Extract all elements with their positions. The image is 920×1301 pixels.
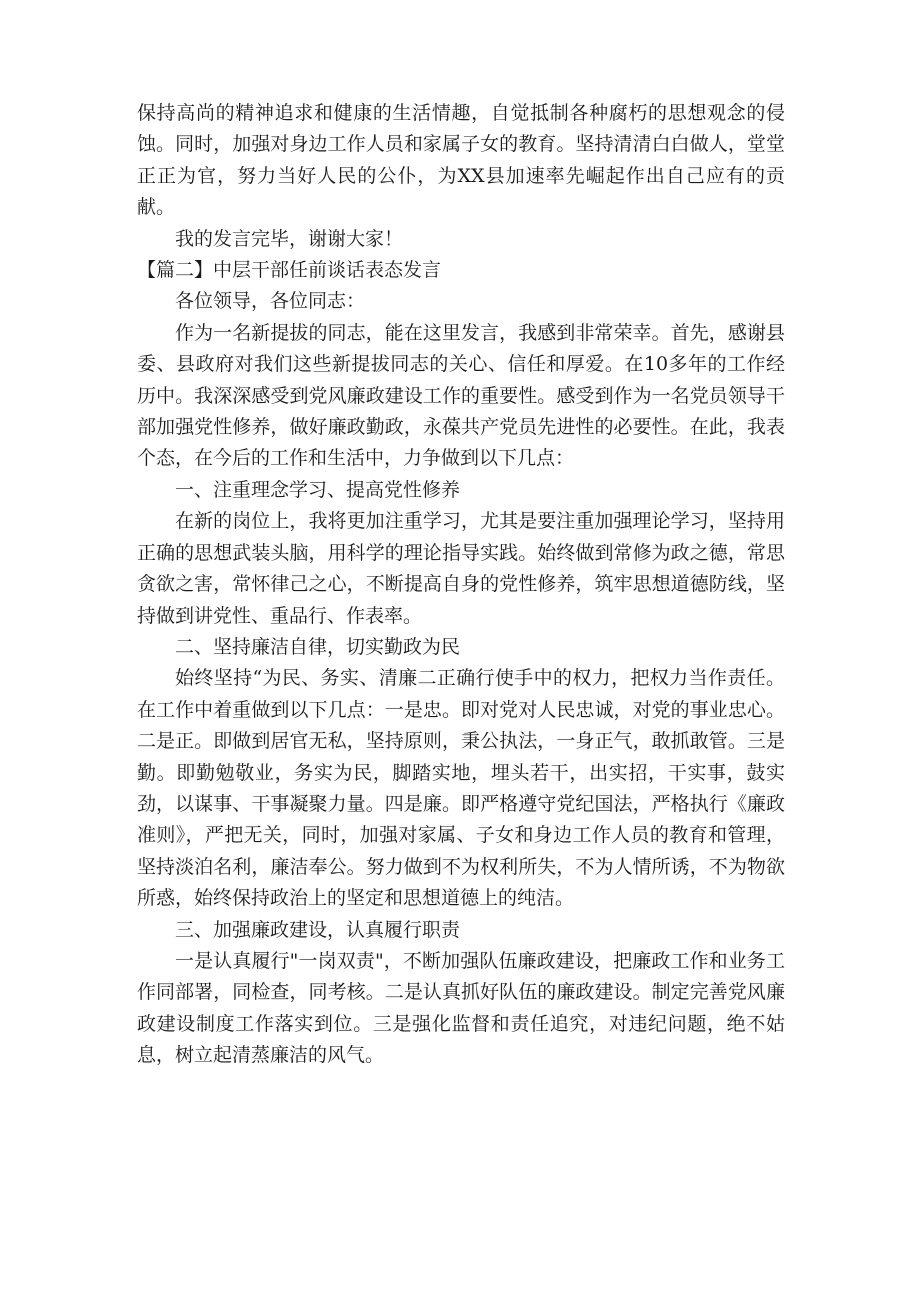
- subheading-1: 一、注重理念学习、提高党性修养: [175, 478, 461, 501]
- paragraph-duties: 一是认真履行"一岗双责"，不断加强队伍廉政建设，把廉政工作和业务工作同部署，同检查，同考核。二是认真抓好队伍的廉政建设。制定完善党风廉政建设制度工作落实到位。三是强化监督和责任追究，对违纪问题，绝不姑息，树立起清蒸廉洁的风气。: [137, 949, 785, 1067]
- document-page: [137, 98, 785, 1072]
- paragraph-continuation: 保持高尚的精神追求和健康的生活情趣，自觉抵制各种腐朽的思想观念的侵蚀。同时，加强对身边工作人员和家属子女的教育。坚持清清白白做人，堂堂正正为官，努力当好人民的公仆，为XX县加速率先崛起作出自己应有的贡献。: [137, 102, 785, 219]
- salutation: 各位领导，各位同志：: [175, 290, 366, 313]
- paragraph-intro: 作为一名新提拔的同志，能在这里发言，我感到非常荣幸。首先，感谢县委、县政府对我们这些新提拔同志的关心、信任和厚爱。在10多年的工作经历中。我深深感受到党风廉政建设工作的重要性。感受到作为一名党员领导干部加强党性修养，做好廉政勤政，永葆共产党员先进性的必要性。在此，我表个态，在今后的工作和生活中，力争做到以下几点：: [137, 321, 785, 470]
- paragraph-study: 在新的岗位上，我将更加注重学习，尤其是要注重加强理论学习，坚持用正确的思想武装头脑，用科学的理论指导实践。始终做到常修为政之德，常思贪欲之害，常怀律己之心，不断提高自身的党性修养，筑牢思想道德防线，坚持做到讲党性、重品行、作表率。: [137, 510, 785, 627]
- subheading-3: 三、加强廉政建设，认真履行职责: [175, 918, 461, 941]
- paragraph-integrity: 始终坚持“为民、务实、清廉二正确行使手中的权力，把权力当作责任。在工作中着重做到以下几点：一是忠。即对党对人民忠诚，对党的事业忠心。二是正。即做到居官无私，坚持原则，秉公执法，一身正气，敢抓敢管。三是勤。即勤勉敬业，务实为民，脚踏实地，埋头若干，出实招，干实事，鼓实劲，以谋事、干事凝聚力量。四是廉。即严格遵守党纪国法，严格执行《廉政准则》，严把无关，同时，加强对家属、子女和身边工作人员的教育和管理，坚持淡泊名利，廉洁奉公。努力做到不为权利所失，不为人情所诱，不为物欲所惑，始终保持政治上的坚定和思想道德上的纯洁。: [137, 667, 785, 910]
- subheading-2: 二、坚持廉洁自律，切实勤政为民: [175, 635, 461, 658]
- paragraph-closing: 我的发言完毕，谢谢大家！: [175, 227, 404, 250]
- section-title: 【篇二】中层干部任前谈话表态发言: [137, 259, 442, 282]
